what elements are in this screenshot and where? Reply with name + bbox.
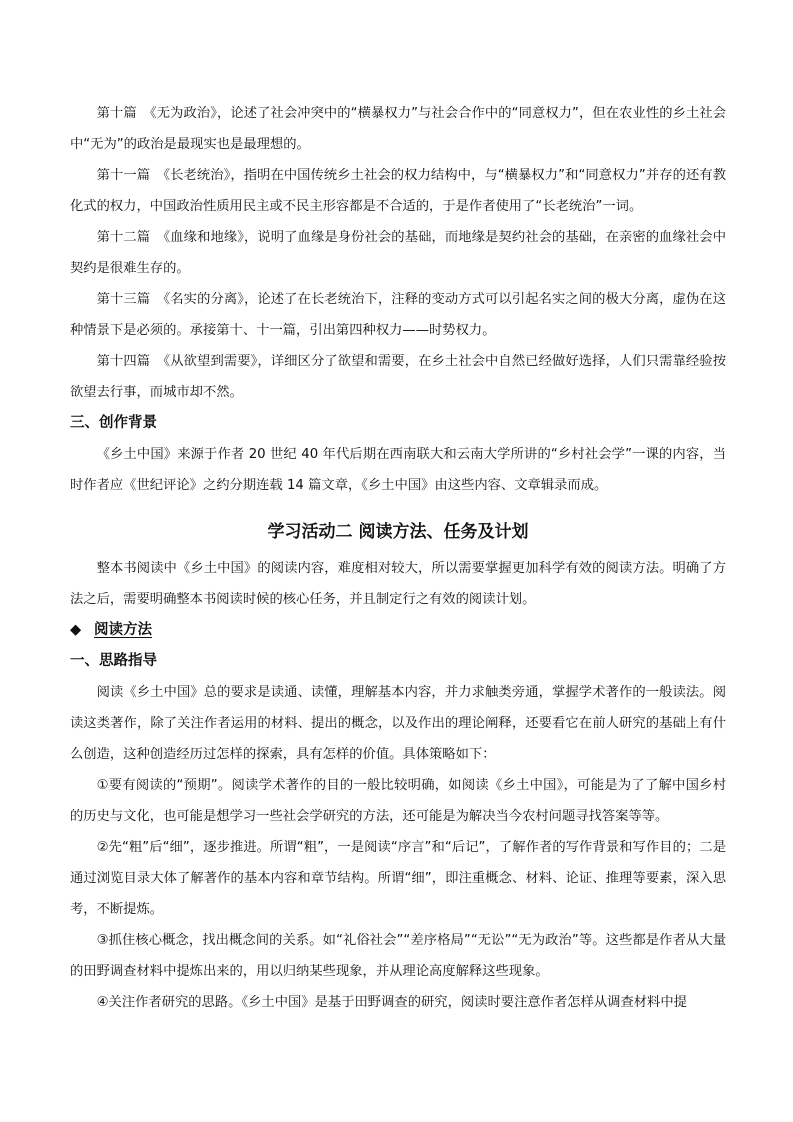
guide-paragraph-1: ①要有阅读的“预期”。阅读学术著作的目的一般比较明确，如阅读《乡土中国》，可能是为了了解中国乡村的历史与文化，也可能是想学习一些社会学研究的方法，还可能是为解决当今农村问题寻找答案等等。 <box>70 778 726 824</box>
guide-paragraph-4: ④关注作者研究的思路。《乡土中国》是基于田野调查的研究，阅读时要注意作者怎样从调查材料中提 <box>96 995 687 1010</box>
chapter-10-summary: 第十篇 《无为政治》，论述了社会冲突中的“横暴权力”与社会合作中的“同意权力”，但在农业性的乡土社会中“无为”的政治是最现实也是最理想的。 <box>70 106 726 152</box>
chapter-14-summary: 第十四篇 《从欲望到需要》，详细区分了欲望和需要，在乡土社会中自然已经做好选择，人们只需靠经验按欲望去行事，而城市却不然。 <box>70 354 726 400</box>
activity-intro: 整本书阅读中《乡土中国》的阅读内容，难度相对较大，所以需要掌握更加科学有效的阅读方法。明确了方法之后，需要明确整本书阅读时候的核心任务，并且制定行之有效的阅读计划。 <box>70 561 726 607</box>
section-heading-background: 三、创作背景 <box>70 415 157 431</box>
guide-paragraph-2: ②先“粗”后“细”，逐步推进。所谓“粗”，一是阅读“序言”和“后记”，了解作者的写作背景和写作目的；二是通过浏览目录大体了解著作的基本内容和章节结构。所谓“细”，即注重概念、材料、论证、推理等要素，深入思考，不断提炼。 <box>70 840 726 917</box>
activity-title: 学习活动二 阅读方法、任务及计划 <box>267 522 529 542</box>
document-body <box>70 98 726 1018</box>
chapter-11-summary: 第十一篇 《长老统治》，指明在中国传统乡土社会的权力结构中，与“横暴权力”和“同意权力”并存的还有教化式的权力，中国政治性质用民主或不民主形容都是不合适的，于是作者使用了“长老统治”一词。 <box>70 168 726 214</box>
guide-paragraph-overview: 阅读《乡土中国》总的要求是读通、读懂，理解基本内容，并力求触类旁通，掌握学术著作的一般读法。阅读这类著作，除了关注作者运用的材料、提出的概念，以及作出的理论阐释，还要看它在前人研究的基础上有什么创造，这种创造经历过怎样的探索，具有怎样的价值。具体策略如下： <box>70 685 726 762</box>
background-paragraph: 《乡土中国》来源于作者 20 世纪 40 年代后期在西南联大和云南大学所讲的“乡村社会学”一课的内容，当时作者应《世纪评论》之约分期连载 14 篇文章，《乡土中国》由这些内容、文章辑录而成。 <box>70 447 726 493</box>
diamond-bullet-icon: ◆ <box>70 622 82 638</box>
bullet-heading-label: 阅读方法 <box>94 622 152 638</box>
bullet-heading-reading-method <box>70 615 726 646</box>
chapter-13-summary: 第十三篇 《名实的分离》，论述了在长老统治下，注释的变动方式可以引起名实之间的极大分离，虚伪在这种情景下是必须的。承接第十、十一篇，引出第四种权力——时势权力。 <box>70 292 726 338</box>
section-heading-guidance: 一、思路指导 <box>70 653 157 669</box>
guide-paragraph-3: ③抓住核心概念，找出概念间的关系。如“礼俗社会”“差序格局”“无讼”“无为政治”等。这些都是作者从大量的田野调查材料中提炼出来的，用以归纳某些现象，并从理论高度解释这些现象。 <box>70 933 726 979</box>
chapter-12-summary: 第十二篇 《血缘和地缘》，说明了血缘是身份社会的基础，而地缘是契约社会的基础，在亲密的血缘社会中契约是很难生存的。 <box>70 230 726 276</box>
